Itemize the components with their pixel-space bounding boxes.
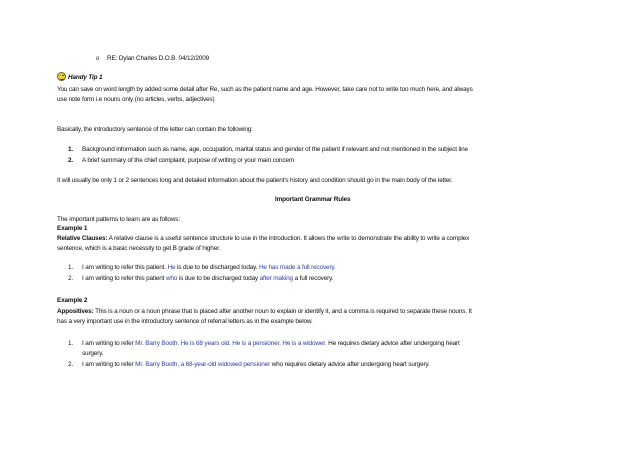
example-1-label: Example 1 <box>57 225 88 232</box>
plain-text: is due to be discharged today <box>177 275 260 282</box>
tip-line-1: You can save on word length by added some detail after Re, such as the patient name and age. However, take care not to write too much here, and always <box>57 86 473 93</box>
plain-text: He requires dietary advice after undergoing heart <box>326 340 460 347</box>
grammar-heading: Important Grammar Rules <box>275 196 351 203</box>
example-1-item-1 <box>82 264 336 272</box>
example-2-desc-1: This is a noun or a noun phrase that is placed after another noun to explain or identify it, and a comma is required to separate these nouns. It <box>93 308 472 315</box>
highlight-text: who <box>165 275 178 282</box>
plain-text: I am writing to refer <box>82 361 136 368</box>
example-1-item-2-num: 2. <box>68 275 74 282</box>
example-2-item-1-cont: surgery. <box>82 350 104 357</box>
example-1-item-1-num: 1. <box>68 264 74 271</box>
highlight-text: He <box>167 264 176 271</box>
example-2-label: Example 2 <box>57 297 88 304</box>
example-1-item-2 <box>82 275 333 283</box>
intro-item-1-text: Background information such as name, age, occupation, marital status and gender of the patient if relevant and not mentioned in the subject line <box>82 146 468 153</box>
plain-text: who requires dietary advice after undergoing heart surgery. <box>270 361 430 368</box>
example-2-item-1 <box>82 340 460 348</box>
intro-basically: Basically, the introductory sentence of the letter can contain the following: <box>57 126 253 133</box>
example-2-item-2 <box>82 361 430 369</box>
smiley-icon <box>57 72 66 81</box>
example-1-desc-line-2: sentence, which is a basic necessity to get B grade of higher. <box>57 245 221 252</box>
example-2-term: Appositives: <box>57 308 94 315</box>
plain-text: a full recovery. <box>292 275 334 282</box>
highlight-text: Mr. Barry Booth, a 68-year-old widowed pensioner <box>135 361 271 368</box>
intro-usually: It will usually be only 1 or 2 sentences long and detailed information about the patient's history and condition should go in the main body of the letter. <box>57 177 453 184</box>
highlight-text: Mr. Barry Booth. He is 68 years old. He is a pensioner. He is a widower. <box>135 340 327 347</box>
re-line: RE: Dylan Charles D.O.B. 04/12/2009 <box>107 55 210 62</box>
tip-line-2: use note form i.e nouns only (no articles, verbs, adjectives) <box>57 96 215 103</box>
highlight-text: after making <box>259 275 293 282</box>
plain-text: is due to be discharged today. <box>175 264 259 271</box>
highlight-text: He has made a full recovery. <box>258 264 336 271</box>
example-1-desc-1: A relative clause is a useful sentence structure to use in the introduction. It allows the write to demonstrate the ability to write a complex <box>107 235 470 242</box>
example-2-desc-line-2: has a very important use in the introductory sentence of referral letters as in the example below. <box>57 318 313 325</box>
plain-text: I am writing to refer this patient <box>82 275 166 282</box>
example-1-term: Relative Clauses: <box>57 235 108 242</box>
example-2-item-1-num: 1. <box>68 340 74 347</box>
intro-item-1-num: 1. <box>68 146 74 153</box>
example-2-desc-line-1 <box>57 308 472 316</box>
grammar-patterns: The important patterns to learn are as follows: <box>57 216 180 223</box>
example-1-desc-line-1 <box>57 235 469 243</box>
plain-text: I am writing to refer this patient. <box>82 264 168 271</box>
list-bullet: o <box>96 56 100 62</box>
intro-item-2-text: A brief summary of the chief complaint, purpose of writing or your main concern <box>82 157 295 164</box>
plain-text: I am writing to refer <box>82 340 136 347</box>
example-2-item-2-num: 2. <box>68 361 74 368</box>
tip-title: Handy Tip 1 <box>68 74 103 81</box>
intro-item-2-num: 2. <box>68 157 74 164</box>
